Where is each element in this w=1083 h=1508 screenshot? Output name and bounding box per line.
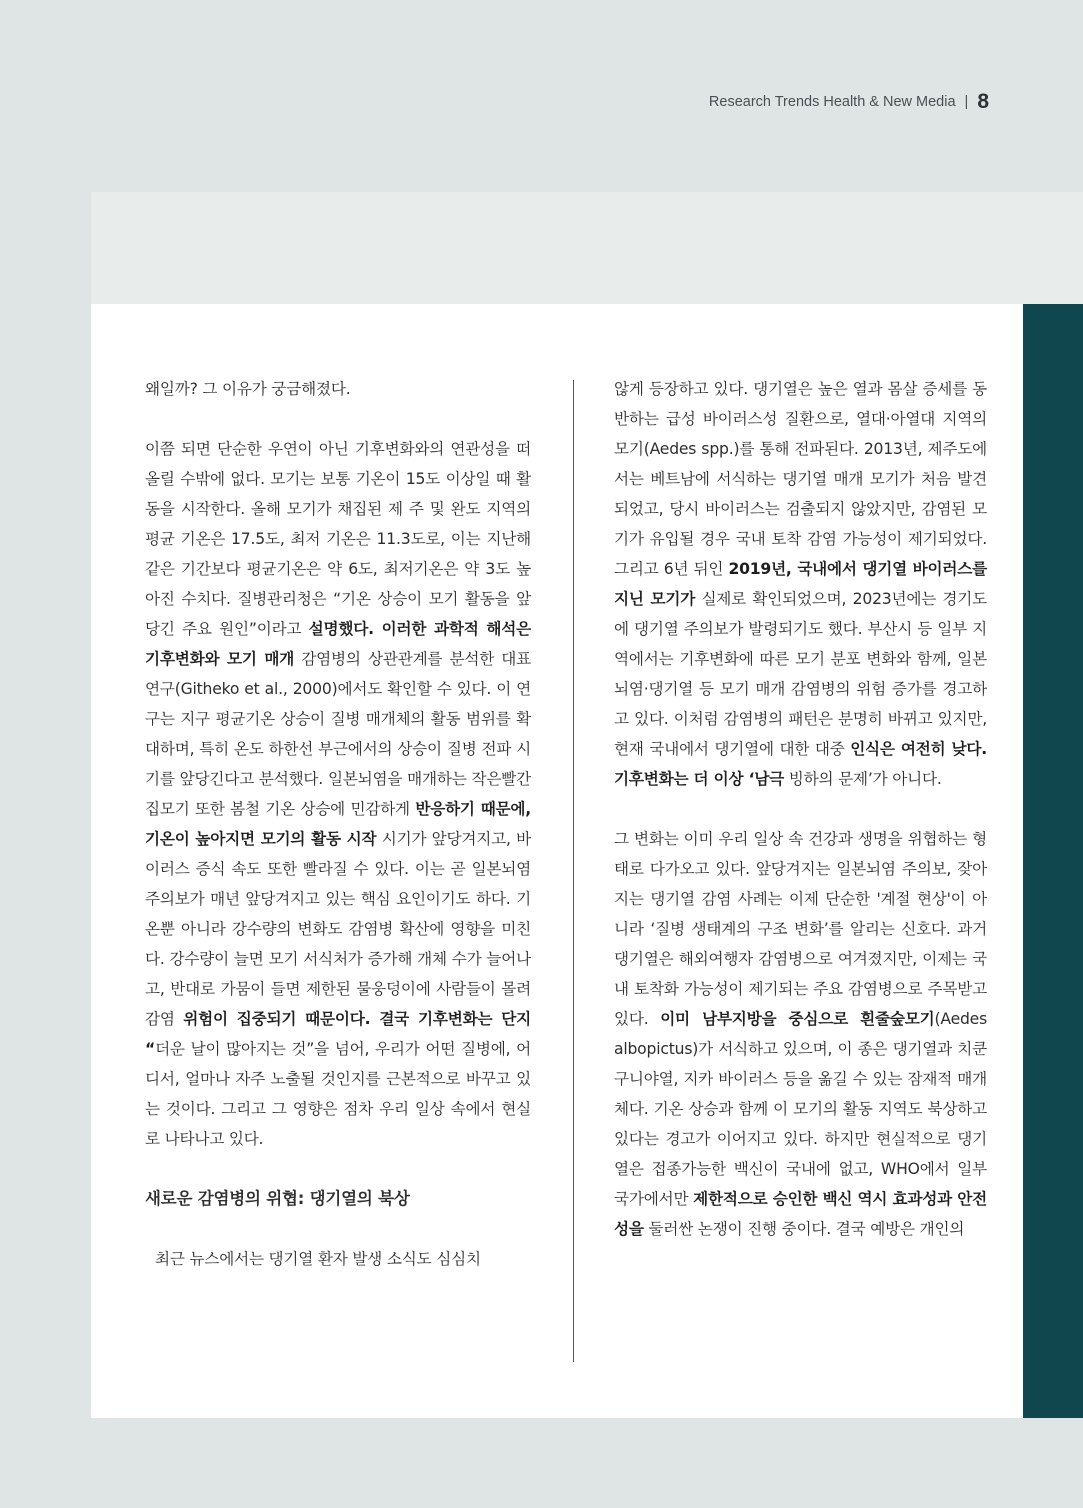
paragraph: 않게 등장하고 있다. 댕기열은 높은 열과 몸살 증세를 동반하는 급성 바이러스성 질환으로, 열대·아열대 지역의 모기(Aedes spp.)를 통해 전파된다. 2013년, 제주도에서는 베트남에 서식하는 댕기열 매개 모기가 처음 발견되었고, 당시 바이러스는 검출되지 않았지만, 감염된 모기가 유입될 경우 국내 토착 감염 가능성이 제기되었다. 그리고 6년 뒤인 2019년, 국내에서 댕기열 바이러스를 지닌 모기가 실제로 확인되었으며, 2023년에는 경기도에 댕기열 주의보가 발령되기도 했다. 부산시 등 일부 지역에서는 기후변화에 따른 모기 분포 변화와 함께, 일본뇌염·댕기열 등 모기 매개 감염병의 위험 증가를 경고하고 있다. 이처럼 감염병의 패턴은 분명히 바뀌고 있지만, 현재 국내에서 댕기열에 대한 대중 인식은 여전히 낮다. 기후변화는 더 이상 ‘남극 빙하의 문제’가 아니다. — [614, 380, 988, 788]
bold-phrase: 설명했다. 이러한 과학적 해석은 기후변화와 모기 매개 — [145, 620, 531, 668]
section-heading: 새로운 감염병의 위협: 댕기열의 북상 — [145, 1189, 410, 1208]
bold-phrase: 제한적으로 승인한 백신 역시 효과성과 안전성을 — [614, 1190, 987, 1238]
accent-side-strip — [1023, 304, 1083, 1418]
right-column — [614, 374, 987, 1244]
bold-phrase: 반응하기 때문에, 기온이 높아지면 모기의 활동 시작 — [145, 800, 532, 848]
top-banner — [91, 192, 1083, 304]
bold-phrase: 위험이 집중되기 때문이다. 결국 기후변화는 단지 “ — [145, 1010, 532, 1058]
paragraph: 이쯤 되면 단순한 우연이 아닌 기후변화와의 연관성을 떠올릴 수밖에 없다. 모기는 보통 기온이 15도 이상일 때 활동을 시작한다. 올해 모기가 채집된 제 주 및 완도 지역의 평균 기온은 17.5도, 최저 기온은 11.3도로, 이는 지난해 같은 기간보다 평균기온은 약 6도, 최저기온은 약 3도 높아진 수치다. 질병관리청은 “기온 상승이 모기 활동을 앞당긴 주요 원인”이라고 설명했다. 이러한 과학적 해석은 기후변화와 모기 매개 감염병의 상관관계를 분석한 대표 연구(Githeko et al., 2000)에서도 확인할 수 있다. 이 연구는 지구 평균기온 상승이 질병 매개체의 활동 범위를 확대하며, 특히 온도 하한선 부근에서의 상승이 질병 전파 시기를 앞당긴다고 분석했다. 일본뇌염을 매개하는 작은빨간집모기 또한 봄철 기온 상승에 민감하게 반응하기 때문에, 기온이 높아지면 모기의 활동 시작 시기가 앞당겨지고, 바이러스 증식 속도 또한 빨라질 수 있다. 이는 곧 일본뇌염 주의보가 매년 앞당겨지고 있는 핵심 요인이기도 하다. 기온뿐 아니라 강수량의 변화도 감염병 확산에 영향을 미친다. 강수량이 늘면 모기 서식처가 증가해 개체 수가 늘어나고, 반대로 가뭄이 들면 제한된 물웅덩이에 사람들이 몰려 감염 위험이 집중되기 때문이다. 결국 기후변화는 단지 “더운 날이 많아지는 것”을 넘어, 우리가 어떤 질병에, 어디서, 얼마나 자주 노출될 것인지를 근본적으로 바꾸고 있는 것이다. 그리고 그 영향은 점차 우리 일상 속에서 현실로 나타나고 있다. — [145, 440, 532, 1148]
journal-title: Research Trends Health & New Media — [708, 94, 956, 110]
page-number: 8 — [977, 90, 989, 113]
bold-phrase: 인식은 여전히 낮다. 기후변화는 더 이상 ‘남극 — [614, 740, 988, 788]
bold-phrase: 2019년, 국내에서 댕기열 바이러스를 지닌 모기가 — [614, 560, 987, 608]
left-column — [145, 374, 531, 1274]
bold-phrase: 이미 남부지방을 중심으로 흰줄숲모기 — [660, 1010, 935, 1028]
header-separator: | — [964, 94, 969, 110]
paragraph: 그 변화는 이미 우리 일상 속 건강과 생명을 위협하는 형태로 다가오고 있다. 앞당겨지는 일본뇌염 주의보, 잦아지는 댕기열 감염 사례는 이제 단순한 '계절 현상'이 아니라 ‘질병 생태계의 구조 변화’를 알리는 신호다. 과거 댕기열은 해외여행자 감염병으로 여겨졌지만, 이제는 국내 토착화 가능성이 제기되는 주요 감염병으로 주목받고 있다. 이미 남부지방을 중심으로 흰줄숲모기(Aedes albopictus)가 서식하고 있으며, 이 종은 댕기열과 치쿤구니야열, 지카 바이러스 등을 옮길 수 있는 잠재적 매개체다. 기온 상승과 함께 이 모기의 활동 지역도 북상하고 있다는 경고가 이어지고 있다. 하지만 현실적으로 댕기열은 접종가능한 백신이 국내에 없고, WHO에서 일부 국가에서만 제한적으로 승인한 백신 역시 효과성과 안전성을 둘러싼 논쟁이 진행 중이다. 결국 예방은 개인의 — [614, 830, 987, 1238]
paragraph: 최근 뉴스에서는 댕기열 환자 발생 소식도 심심치 — [155, 1250, 481, 1268]
running-header — [709, 90, 989, 114]
column-divider — [573, 380, 574, 1362]
paragraph: 왜일까? 그 이유가 궁금해졌다. — [145, 380, 351, 398]
